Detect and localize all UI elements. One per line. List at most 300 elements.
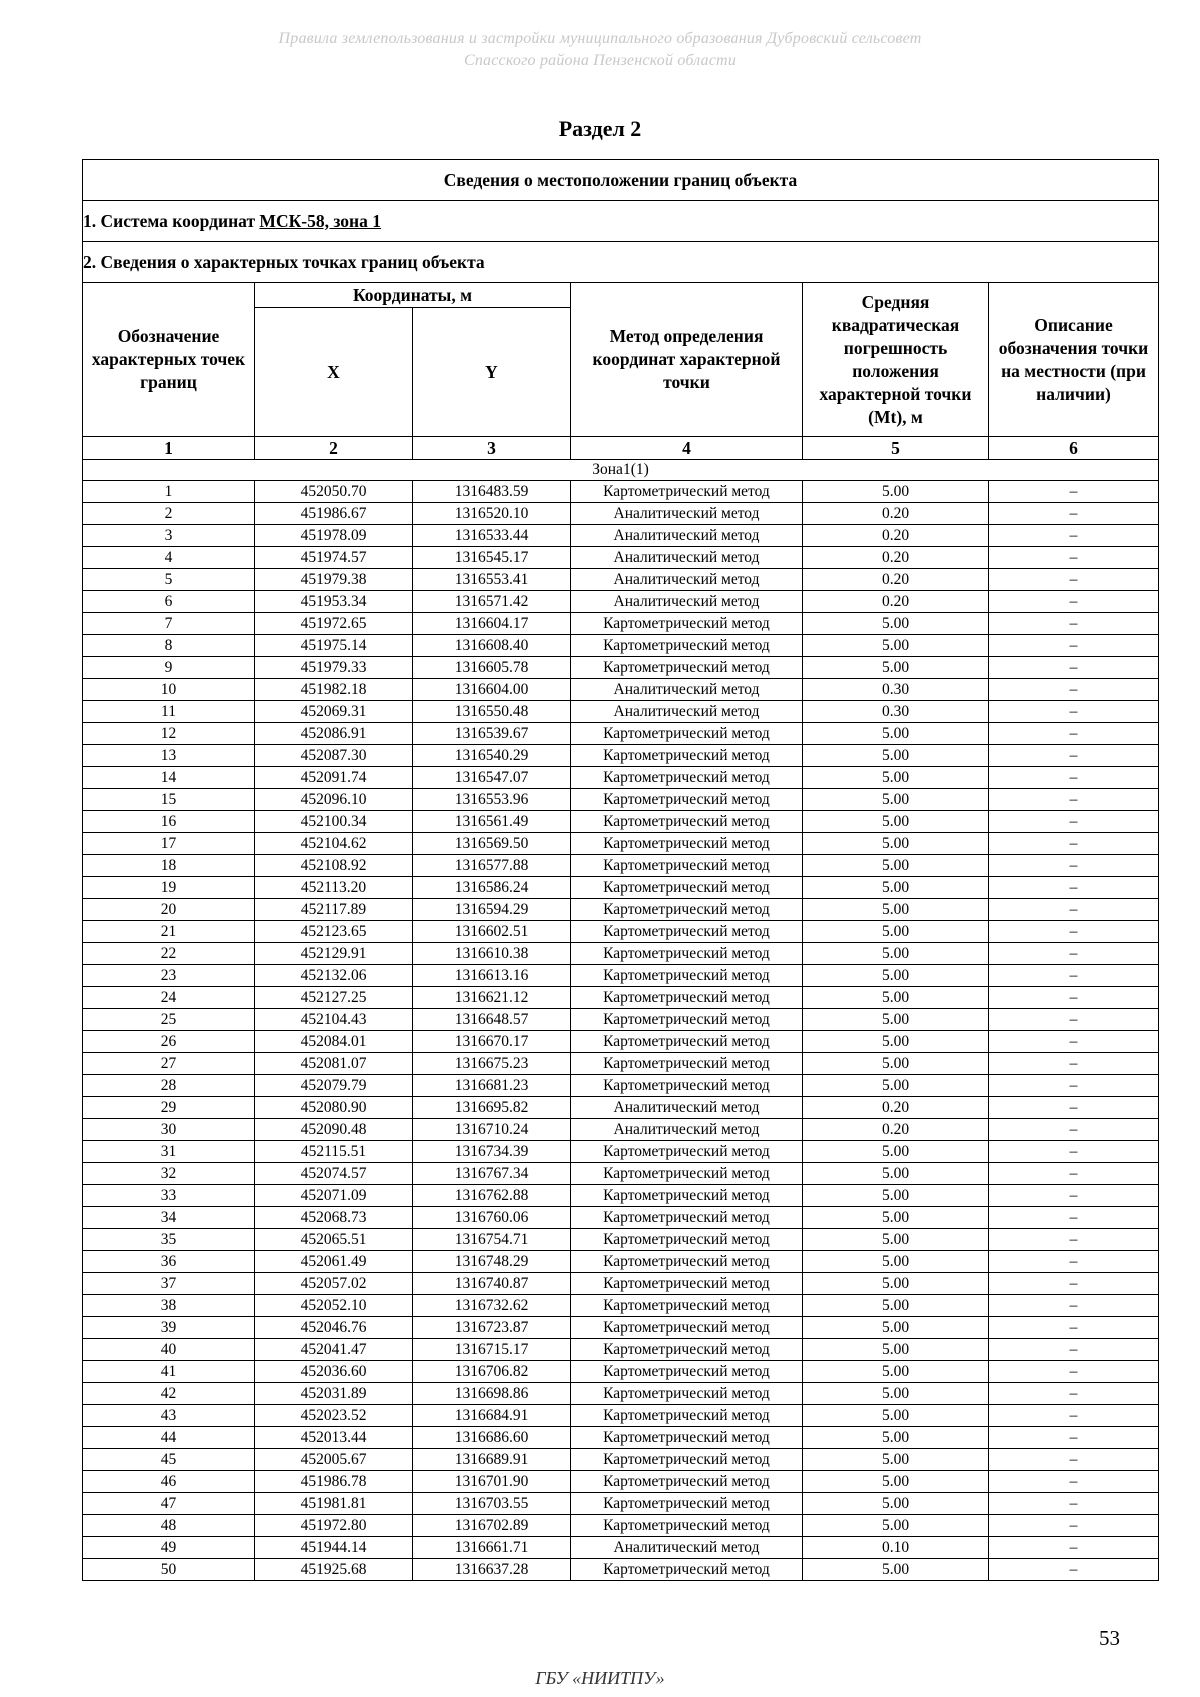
y-coordinate-cell: 1316701.90 <box>413 1471 571 1493</box>
table-row <box>83 481 1159 503</box>
description-cell: – <box>989 811 1159 833</box>
y-coordinate-cell: 1316605.78 <box>413 657 571 679</box>
description-cell: – <box>989 767 1159 789</box>
method-cell: Картометрический метод <box>571 1009 803 1031</box>
method-cell: Картометрический метод <box>571 855 803 877</box>
description-cell: – <box>989 1229 1159 1251</box>
method-cell: Картометрический метод <box>571 767 803 789</box>
x-coordinate-cell: 451972.80 <box>255 1515 413 1537</box>
y-coordinate-cell: 1316545.17 <box>413 547 571 569</box>
point-number-cell: 45 <box>83 1449 255 1471</box>
table-row <box>83 1559 1159 1581</box>
point-number-cell: 4 <box>83 547 255 569</box>
error-cell: 5.00 <box>803 1009 989 1031</box>
description-cell: – <box>989 591 1159 613</box>
description-cell: – <box>989 1251 1159 1273</box>
header-line-2: Спасского района Пензенской области <box>463 52 737 69</box>
header-line-1: Правила землепользования и застройки муниципального образования Дубровский сельсовет <box>278 30 922 47</box>
description-cell: – <box>989 965 1159 987</box>
y-coordinate-cell: 1316702.89 <box>413 1515 571 1537</box>
description-cell: – <box>989 745 1159 767</box>
y-coordinate-cell: 1316610.38 <box>413 943 571 965</box>
error-cell: 0.20 <box>803 1119 989 1141</box>
x-coordinate-cell: 452079.79 <box>255 1075 413 1097</box>
point-number-cell: 34 <box>83 1207 255 1229</box>
method-cell: Картометрический метод <box>571 657 803 679</box>
table-row <box>83 1339 1159 1361</box>
table-row <box>83 1119 1159 1141</box>
method-cell: Картометрический метод <box>571 481 803 503</box>
point-number-cell: 49 <box>83 1537 255 1559</box>
table-row <box>83 1317 1159 1339</box>
y-coordinate-cell: 1316621.12 <box>413 987 571 1009</box>
method-cell: Картометрический метод <box>571 1185 803 1207</box>
point-number-cell: 41 <box>83 1361 255 1383</box>
method-cell: Картометрический метод <box>571 943 803 965</box>
point-number-cell: 24 <box>83 987 255 1009</box>
method-cell: Картометрический метод <box>571 1075 803 1097</box>
point-number-cell: 12 <box>83 723 255 745</box>
method-cell: Картометрический метод <box>571 613 803 635</box>
method-cell: Картометрический метод <box>571 965 803 987</box>
description-cell: – <box>989 899 1159 921</box>
method-cell: Картометрический метод <box>571 1273 803 1295</box>
error-cell: 5.00 <box>803 1405 989 1427</box>
point-number-cell: 25 <box>83 1009 255 1031</box>
error-cell: 5.00 <box>803 1075 989 1097</box>
point-number-cell: 43 <box>83 1405 255 1427</box>
description-cell: – <box>989 943 1159 965</box>
y-coordinate-cell: 1316762.88 <box>413 1185 571 1207</box>
point-number-cell: 38 <box>83 1295 255 1317</box>
method-cell: Картометрический метод <box>571 1053 803 1075</box>
y-coordinate-cell: 1316569.50 <box>413 833 571 855</box>
x-coordinate-cell: 452036.60 <box>255 1361 413 1383</box>
table-row <box>83 1427 1159 1449</box>
description-cell: – <box>989 1207 1159 1229</box>
footer-organization: ГБУ «НИИТПУ» <box>535 1668 665 1688</box>
y-coordinate-cell: 1316553.96 <box>413 789 571 811</box>
y-coordinate-cell: 1316703.55 <box>413 1493 571 1515</box>
description-cell: – <box>989 1361 1159 1383</box>
table-row <box>83 1537 1159 1559</box>
error-cell: 5.00 <box>803 1515 989 1537</box>
error-cell: 5.00 <box>803 921 989 943</box>
y-coordinate-cell: 1316686.60 <box>413 1427 571 1449</box>
coordinate-system-value: МСК-58, зона 1 <box>259 210 381 231</box>
description-cell: – <box>989 855 1159 877</box>
y-coordinate-cell: 1316553.41 <box>413 569 571 591</box>
method-cell: Картометрический метод <box>571 877 803 899</box>
description-cell: – <box>989 1075 1159 1097</box>
description-cell: – <box>989 1405 1159 1427</box>
description-cell: – <box>989 1449 1159 1471</box>
x-coordinate-cell: 451986.67 <box>255 503 413 525</box>
points-info-row: 2. Сведения о характерных точках границ объекта <box>83 242 1159 283</box>
error-cell: 0.10 <box>803 1537 989 1559</box>
x-coordinate-cell: 452031.89 <box>255 1383 413 1405</box>
x-coordinate-cell: 451975.14 <box>255 635 413 657</box>
description-cell: – <box>989 1427 1159 1449</box>
y-coordinate-cell: 1316648.57 <box>413 1009 571 1031</box>
error-cell: 0.30 <box>803 701 989 723</box>
x-coordinate-cell: 452087.30 <box>255 745 413 767</box>
description-cell: – <box>989 1141 1159 1163</box>
point-number-cell: 14 <box>83 767 255 789</box>
description-cell: – <box>989 1383 1159 1405</box>
y-coordinate-cell: 1316613.16 <box>413 965 571 987</box>
y-coordinate-cell: 1316740.87 <box>413 1273 571 1295</box>
page-number: 53 <box>1099 1626 1120 1650</box>
header-description: Описание обозначения точки на местности (при наличии) <box>989 283 1159 437</box>
coordinate-system-label: 1. Система координат <box>83 210 260 231</box>
y-coordinate-cell: 1316684.91 <box>413 1405 571 1427</box>
error-cell: 0.20 <box>803 503 989 525</box>
point-number-cell: 37 <box>83 1273 255 1295</box>
error-cell: 0.30 <box>803 679 989 701</box>
description-cell: – <box>989 1273 1159 1295</box>
x-coordinate-cell: 452096.10 <box>255 789 413 811</box>
error-cell: 5.00 <box>803 1053 989 1075</box>
y-coordinate-cell: 1316604.17 <box>413 613 571 635</box>
table-row <box>83 635 1159 657</box>
error-cell: 5.00 <box>803 767 989 789</box>
table-row <box>83 745 1159 767</box>
point-number-cell: 27 <box>83 1053 255 1075</box>
table-row <box>83 877 1159 899</box>
section-title: Раздел 2 <box>558 116 642 141</box>
y-coordinate-cell: 1316547.07 <box>413 767 571 789</box>
method-cell: Аналитический метод <box>571 679 803 701</box>
x-coordinate-cell: 451986.78 <box>255 1471 413 1493</box>
description-cell: – <box>989 701 1159 723</box>
description-cell: – <box>989 987 1159 1009</box>
y-coordinate-cell: 1316533.44 <box>413 525 571 547</box>
method-cell: Аналитический метод <box>571 591 803 613</box>
point-number-cell: 32 <box>83 1163 255 1185</box>
y-coordinate-cell: 1316754.71 <box>413 1229 571 1251</box>
point-number-cell: 29 <box>83 1097 255 1119</box>
description-cell: – <box>989 1053 1159 1075</box>
error-cell: 5.00 <box>803 1031 989 1053</box>
description-cell: – <box>989 503 1159 525</box>
header-designation: Обозначение характерных точек границ <box>83 283 255 437</box>
description-cell: – <box>989 723 1159 745</box>
point-number-cell: 36 <box>83 1251 255 1273</box>
column-numbers-row <box>83 437 1159 460</box>
description-cell: – <box>989 657 1159 679</box>
error-cell: 5.00 <box>803 1339 989 1361</box>
x-coordinate-cell: 451944.14 <box>255 1537 413 1559</box>
table-row <box>83 503 1159 525</box>
x-coordinate-cell: 452123.65 <box>255 921 413 943</box>
header-error: Средняя квадратическая погрешность положения характерной точки (Mt), м <box>803 283 989 437</box>
table-row <box>83 1141 1159 1163</box>
method-cell: Картометрический метод <box>571 723 803 745</box>
y-coordinate-cell: 1316767.34 <box>413 1163 571 1185</box>
error-cell: 5.00 <box>803 987 989 1009</box>
point-number-cell: 3 <box>83 525 255 547</box>
point-number-cell: 46 <box>83 1471 255 1493</box>
error-cell: 5.00 <box>803 1295 989 1317</box>
x-coordinate-cell: 452132.06 <box>255 965 413 987</box>
y-coordinate-cell: 1316571.42 <box>413 591 571 613</box>
column-number: 4 <box>571 437 803 460</box>
description-cell: – <box>989 635 1159 657</box>
header-coordinates: Координаты, м <box>255 283 571 308</box>
point-number-cell: 10 <box>83 679 255 701</box>
x-coordinate-cell: 452127.25 <box>255 987 413 1009</box>
error-cell: 0.20 <box>803 525 989 547</box>
header-y: Y <box>413 308 571 437</box>
method-cell: Аналитический метод <box>571 547 803 569</box>
point-number-cell: 39 <box>83 1317 255 1339</box>
table-row <box>83 1295 1159 1317</box>
error-cell: 5.00 <box>803 1185 989 1207</box>
table-row <box>83 1515 1159 1537</box>
y-coordinate-cell: 1316715.17 <box>413 1339 571 1361</box>
method-cell: Аналитический метод <box>571 701 803 723</box>
description-cell: – <box>989 1163 1159 1185</box>
description-cell: – <box>989 877 1159 899</box>
x-coordinate-cell: 452100.34 <box>255 811 413 833</box>
x-coordinate-cell: 452080.90 <box>255 1097 413 1119</box>
point-number-cell: 47 <box>83 1493 255 1515</box>
description-cell: – <box>989 1559 1159 1581</box>
error-cell: 0.20 <box>803 1097 989 1119</box>
error-cell: 5.00 <box>803 811 989 833</box>
x-coordinate-cell: 452005.67 <box>255 1449 413 1471</box>
y-coordinate-cell: 1316577.88 <box>413 855 571 877</box>
point-number-cell: 16 <box>83 811 255 833</box>
error-cell: 5.00 <box>803 1493 989 1515</box>
error-cell: 5.00 <box>803 1207 989 1229</box>
column-number: 6 <box>989 437 1159 460</box>
method-cell: Аналитический метод <box>571 503 803 525</box>
y-coordinate-cell: 1316689.91 <box>413 1449 571 1471</box>
table-row <box>83 899 1159 921</box>
table-row <box>83 921 1159 943</box>
method-cell: Аналитический метод <box>571 1119 803 1141</box>
y-coordinate-cell: 1316637.28 <box>413 1559 571 1581</box>
y-coordinate-cell: 1316748.29 <box>413 1251 571 1273</box>
error-cell: 5.00 <box>803 1361 989 1383</box>
error-cell: 0.20 <box>803 591 989 613</box>
description-cell: – <box>989 547 1159 569</box>
x-coordinate-cell: 451981.81 <box>255 1493 413 1515</box>
point-number-cell: 26 <box>83 1031 255 1053</box>
point-number-cell: 8 <box>83 635 255 657</box>
error-cell: 5.00 <box>803 1317 989 1339</box>
error-cell: 5.00 <box>803 833 989 855</box>
method-cell: Аналитический метод <box>571 569 803 591</box>
method-cell: Картометрический метод <box>571 1405 803 1427</box>
table-row <box>83 789 1159 811</box>
error-cell: 5.00 <box>803 899 989 921</box>
description-cell: – <box>989 613 1159 635</box>
method-cell: Картометрический метод <box>571 811 803 833</box>
x-coordinate-cell: 452113.20 <box>255 877 413 899</box>
zone-label: Зона1(1) <box>83 460 1159 481</box>
description-cell: – <box>989 921 1159 943</box>
y-coordinate-cell: 1316675.23 <box>413 1053 571 1075</box>
method-cell: Картометрический метод <box>571 1361 803 1383</box>
y-coordinate-cell: 1316734.39 <box>413 1141 571 1163</box>
table-row <box>83 613 1159 635</box>
table-row <box>83 965 1159 987</box>
method-cell: Картометрический метод <box>571 1493 803 1515</box>
table-row <box>83 1163 1159 1185</box>
table-row <box>83 591 1159 613</box>
method-cell: Картометрический метод <box>571 899 803 921</box>
method-cell: Картометрический метод <box>571 1163 803 1185</box>
method-cell: Картометрический метод <box>571 921 803 943</box>
boundary-points-table <box>82 159 1159 1581</box>
method-cell: Картометрический метод <box>571 745 803 767</box>
y-coordinate-cell: 1316732.62 <box>413 1295 571 1317</box>
x-coordinate-cell: 451979.33 <box>255 657 413 679</box>
method-cell: Картометрический метод <box>571 1515 803 1537</box>
column-number: 1 <box>83 437 255 460</box>
description-cell: – <box>989 481 1159 503</box>
point-number-cell: 11 <box>83 701 255 723</box>
method-cell: Аналитический метод <box>571 525 803 547</box>
y-coordinate-cell: 1316706.82 <box>413 1361 571 1383</box>
point-number-cell: 42 <box>83 1383 255 1405</box>
column-number: 3 <box>413 437 571 460</box>
table-row <box>83 767 1159 789</box>
table-row <box>83 547 1159 569</box>
method-cell: Картометрический метод <box>571 789 803 811</box>
x-coordinate-cell: 452104.43 <box>255 1009 413 1031</box>
point-number-cell: 22 <box>83 943 255 965</box>
table-row <box>83 1009 1159 1031</box>
error-cell: 5.00 <box>803 1163 989 1185</box>
error-cell: 5.00 <box>803 1427 989 1449</box>
x-coordinate-cell: 452071.09 <box>255 1185 413 1207</box>
error-cell: 0.20 <box>803 569 989 591</box>
error-cell: 5.00 <box>803 877 989 899</box>
x-coordinate-cell: 452068.73 <box>255 1207 413 1229</box>
table-row <box>83 833 1159 855</box>
table-row <box>83 679 1159 701</box>
table-row <box>83 657 1159 679</box>
method-cell: Картометрический метод <box>571 635 803 657</box>
point-number-cell: 15 <box>83 789 255 811</box>
x-coordinate-cell: 452013.44 <box>255 1427 413 1449</box>
method-cell: Картометрический метод <box>571 1471 803 1493</box>
point-number-cell: 33 <box>83 1185 255 1207</box>
y-coordinate-cell: 1316594.29 <box>413 899 571 921</box>
y-coordinate-cell: 1316550.48 <box>413 701 571 723</box>
method-cell: Картометрический метод <box>571 1207 803 1229</box>
x-coordinate-cell: 452065.51 <box>255 1229 413 1251</box>
y-coordinate-cell: 1316586.24 <box>413 877 571 899</box>
description-cell: – <box>989 1009 1159 1031</box>
y-coordinate-cell: 1316760.06 <box>413 1207 571 1229</box>
point-number-cell: 35 <box>83 1229 255 1251</box>
y-coordinate-cell: 1316670.17 <box>413 1031 571 1053</box>
x-coordinate-cell: 452104.62 <box>255 833 413 855</box>
table-row <box>83 987 1159 1009</box>
x-coordinate-cell: 452041.47 <box>255 1339 413 1361</box>
point-number-cell: 50 <box>83 1559 255 1581</box>
table-row <box>83 1097 1159 1119</box>
method-cell: Картометрический метод <box>571 1031 803 1053</box>
y-coordinate-cell: 1316604.00 <box>413 679 571 701</box>
x-coordinate-cell: 452115.51 <box>255 1141 413 1163</box>
x-coordinate-cell: 452090.48 <box>255 1119 413 1141</box>
x-coordinate-cell: 452023.52 <box>255 1405 413 1427</box>
method-cell: Картометрический метод <box>571 1559 803 1581</box>
x-coordinate-cell: 451978.09 <box>255 525 413 547</box>
x-coordinate-cell: 452052.10 <box>255 1295 413 1317</box>
point-number-cell: 48 <box>83 1515 255 1537</box>
point-number-cell: 20 <box>83 899 255 921</box>
y-coordinate-cell: 1316710.24 <box>413 1119 571 1141</box>
point-number-cell: 40 <box>83 1339 255 1361</box>
description-cell: – <box>989 1185 1159 1207</box>
error-cell: 5.00 <box>803 1383 989 1405</box>
method-cell: Картометрический метод <box>571 1317 803 1339</box>
x-coordinate-cell: 452069.31 <box>255 701 413 723</box>
table-row <box>83 525 1159 547</box>
method-cell: Картометрический метод <box>571 1141 803 1163</box>
header-x: X <box>255 308 413 437</box>
description-cell: – <box>989 1097 1159 1119</box>
table-row <box>83 1229 1159 1251</box>
x-coordinate-cell: 452108.92 <box>255 855 413 877</box>
point-number-cell: 1 <box>83 481 255 503</box>
method-cell: Картометрический метод <box>571 987 803 1009</box>
document-header <box>0 28 1200 72</box>
point-number-cell: 21 <box>83 921 255 943</box>
x-coordinate-cell: 452084.01 <box>255 1031 413 1053</box>
x-coordinate-cell: 452091.74 <box>255 767 413 789</box>
x-coordinate-cell: 451982.18 <box>255 679 413 701</box>
y-coordinate-cell: 1316661.71 <box>413 1537 571 1559</box>
column-number: 2 <box>255 437 413 460</box>
error-cell: 5.00 <box>803 613 989 635</box>
description-cell: – <box>989 789 1159 811</box>
table-row <box>83 1185 1159 1207</box>
x-coordinate-cell: 452074.57 <box>255 1163 413 1185</box>
x-coordinate-cell: 451979.38 <box>255 569 413 591</box>
table-row <box>83 1383 1159 1405</box>
table-row <box>83 1405 1159 1427</box>
point-number-cell: 23 <box>83 965 255 987</box>
error-cell: 5.00 <box>803 745 989 767</box>
error-cell: 5.00 <box>803 1559 989 1581</box>
table-row <box>83 723 1159 745</box>
table-row <box>83 811 1159 833</box>
point-number-cell: 5 <box>83 569 255 591</box>
y-coordinate-cell: 1316483.59 <box>413 481 571 503</box>
x-coordinate-cell: 451953.34 <box>255 591 413 613</box>
point-number-cell: 9 <box>83 657 255 679</box>
table-row <box>83 1361 1159 1383</box>
error-cell: 5.00 <box>803 965 989 987</box>
description-cell: – <box>989 1031 1159 1053</box>
error-cell: 5.00 <box>803 1251 989 1273</box>
table-row <box>83 1031 1159 1053</box>
description-cell: – <box>989 525 1159 547</box>
point-number-cell: 19 <box>83 877 255 899</box>
x-coordinate-cell: 452061.49 <box>255 1251 413 1273</box>
description-cell: – <box>989 833 1159 855</box>
x-coordinate-cell: 452046.76 <box>255 1317 413 1339</box>
y-coordinate-cell: 1316539.67 <box>413 723 571 745</box>
